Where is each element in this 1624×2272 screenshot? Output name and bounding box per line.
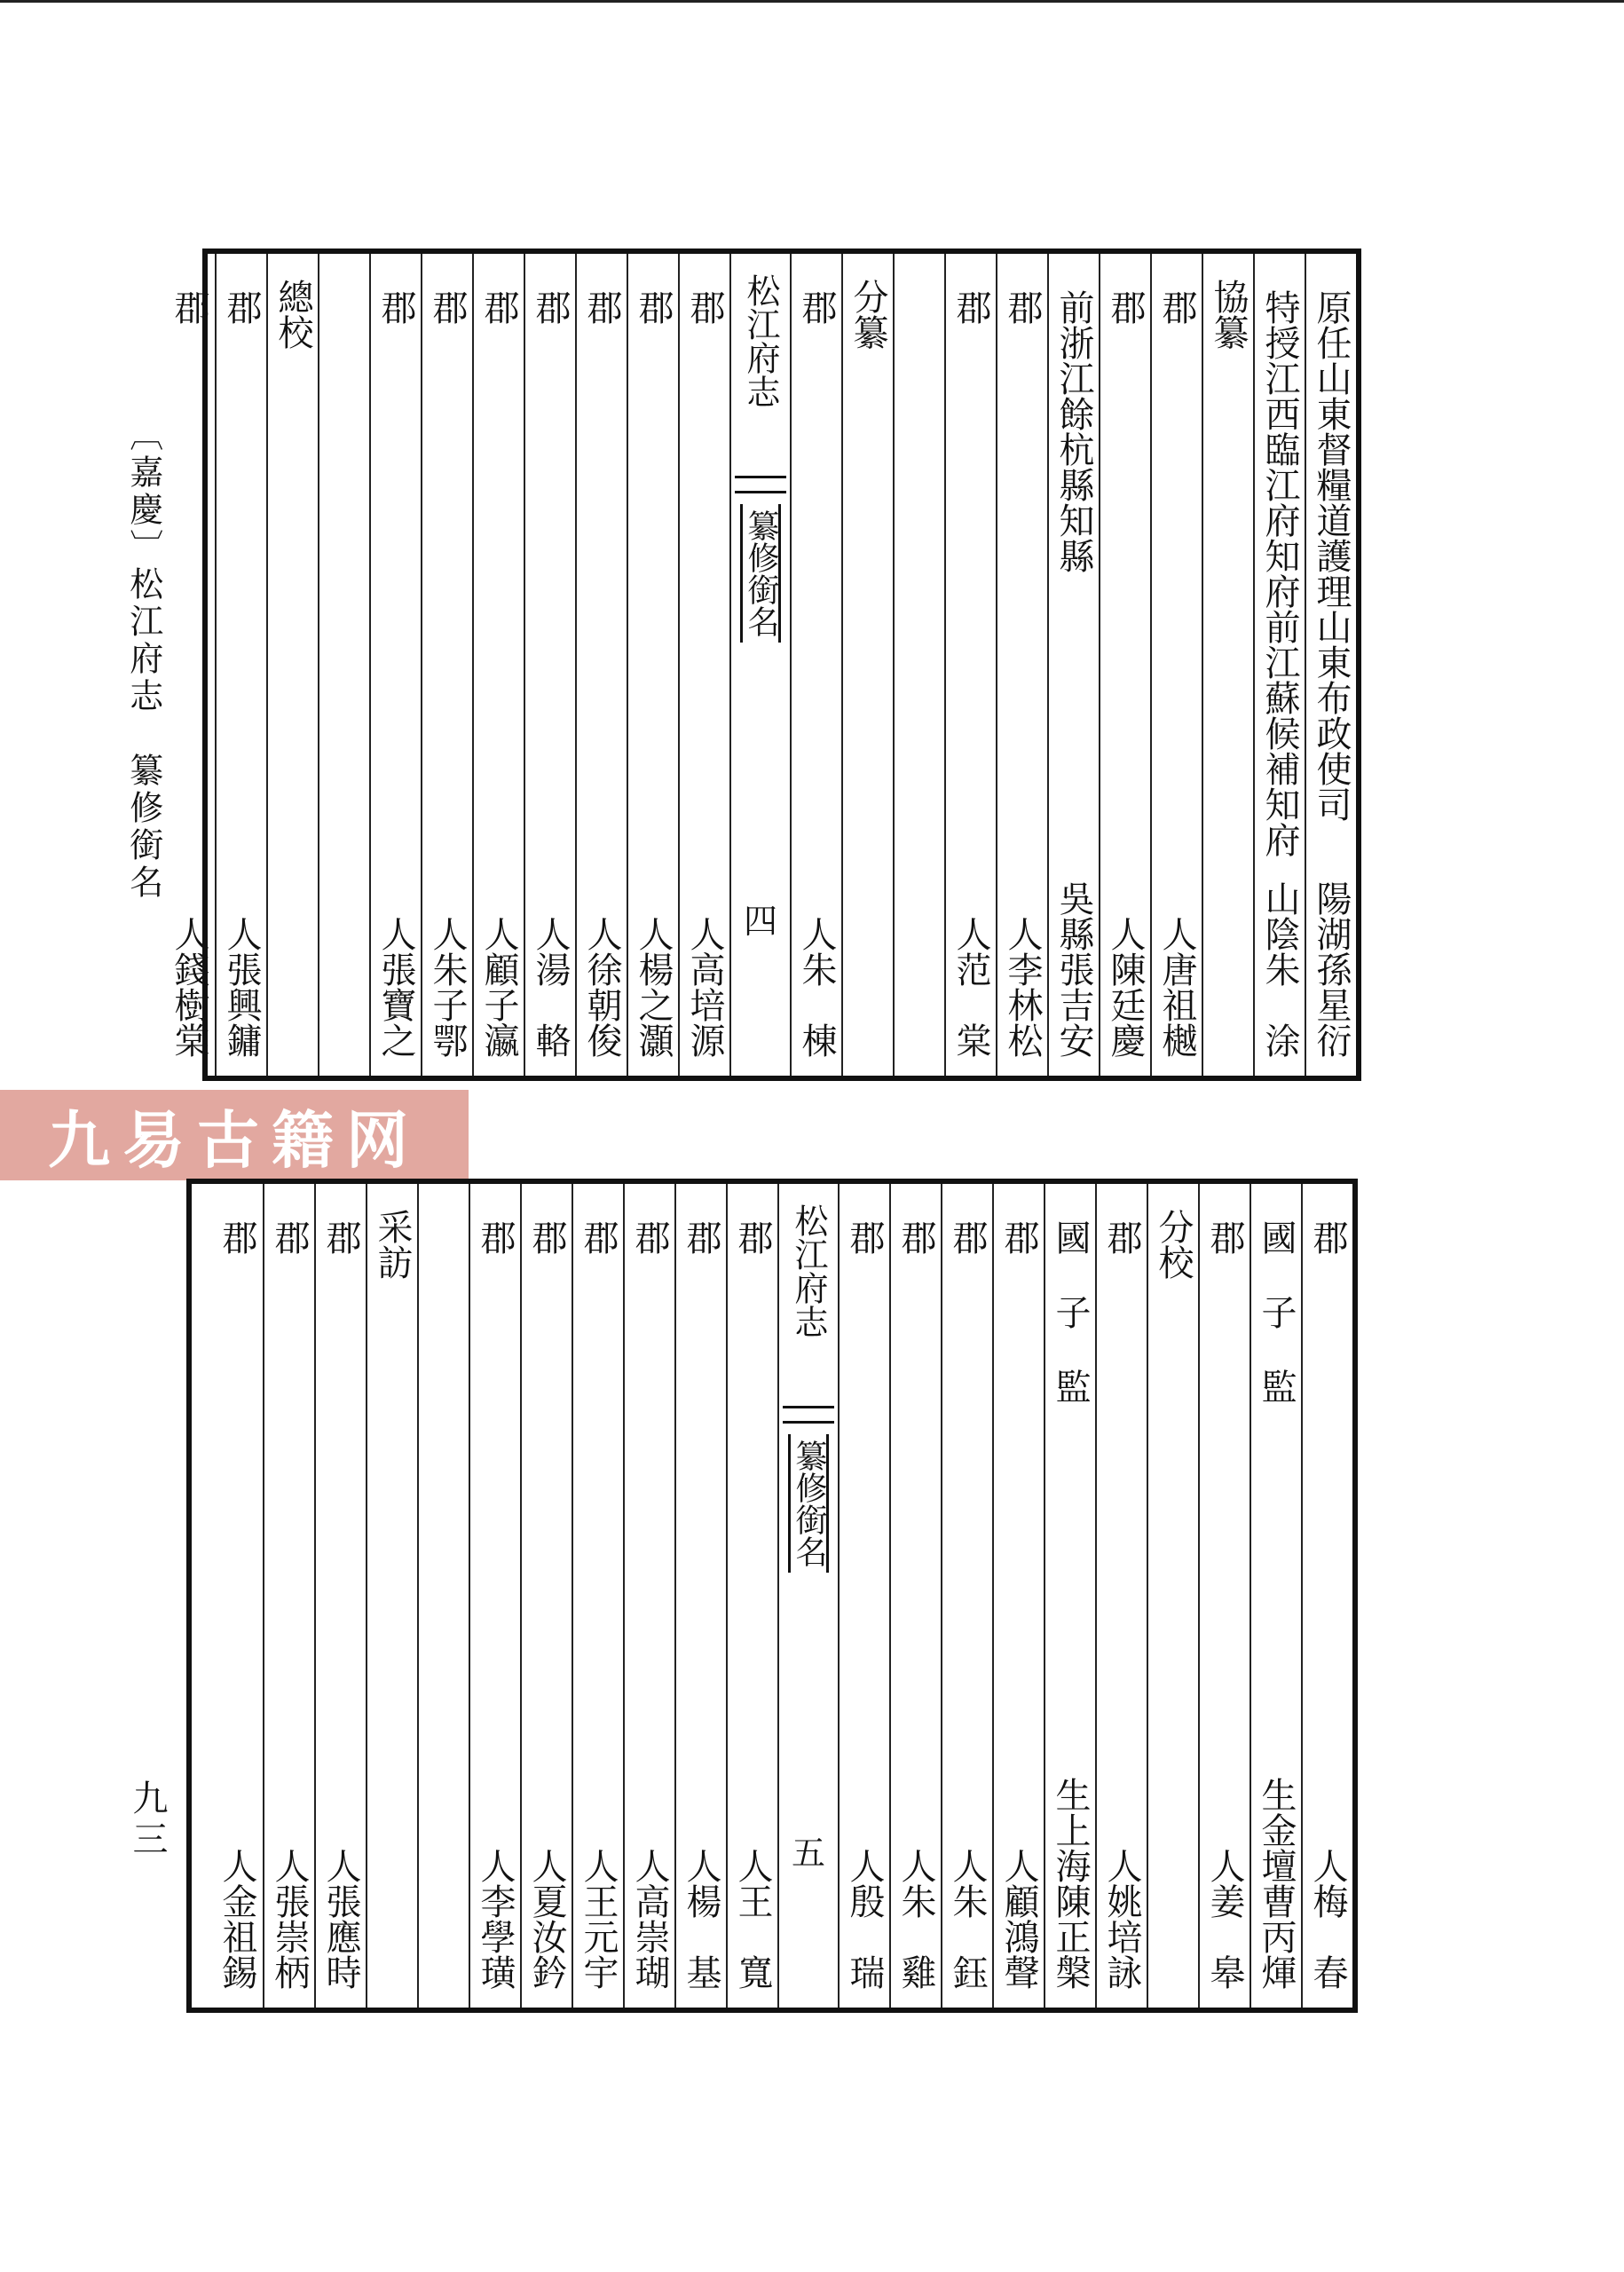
text-column bbox=[944, 254, 996, 1076]
section-title: 纂修銜名 bbox=[740, 504, 781, 643]
column-heading-text: 郡 bbox=[526, 1219, 567, 1255]
text-column bbox=[263, 1184, 314, 2008]
text-column bbox=[469, 1184, 520, 2008]
column-heading-text: 郡 bbox=[796, 289, 837, 325]
text-column bbox=[674, 1184, 726, 2008]
book-title: 〔嘉慶〕松江府志 纂修銜名 bbox=[123, 417, 163, 902]
text-column bbox=[1150, 254, 1202, 1076]
person-name-text: 人王 寬 bbox=[732, 1848, 773, 1990]
text-column bbox=[266, 254, 318, 1076]
person-name-text: 人徐朝俊 bbox=[581, 916, 622, 1058]
text-column bbox=[889, 1184, 941, 2008]
column-heading-text: 郡 bbox=[320, 1219, 361, 1255]
center-fold-column bbox=[729, 254, 790, 1076]
column-heading-text: 郡 bbox=[895, 1219, 936, 1255]
column-heading-text: 郡 bbox=[633, 289, 674, 325]
person-name-text: 人陳廷慶 bbox=[1105, 916, 1146, 1058]
column-heading-text: 郡 bbox=[684, 289, 725, 325]
leaf-number: 五 bbox=[791, 1834, 826, 1873]
person-name-text: 人夏汝鈐 bbox=[526, 1848, 567, 1990]
leaf-number: 四 bbox=[743, 902, 778, 941]
woodblock-page-upper bbox=[169, 248, 1361, 1081]
column-heading-text: 郡 bbox=[1204, 1219, 1245, 1255]
column-heading-text: 郡 bbox=[530, 289, 571, 325]
person-name-text: 人高崇瑚 bbox=[629, 1848, 670, 1990]
text-column bbox=[1198, 1184, 1250, 2008]
person-name-text: 山陰朱 涂 bbox=[1259, 880, 1300, 1058]
column-heading-text: 采訪 bbox=[372, 1209, 413, 1280]
person-name-text: 人李學璜 bbox=[475, 1848, 516, 1990]
column-heading-text: 郡 bbox=[950, 289, 991, 325]
column-heading-text: 郡 bbox=[427, 289, 468, 325]
text-column bbox=[623, 1184, 674, 2008]
text-column bbox=[1305, 254, 1356, 1076]
column-heading-text: 郡 bbox=[475, 1219, 516, 1255]
person-name-text: 人張應時 bbox=[320, 1848, 361, 1990]
text-column bbox=[417, 1184, 469, 2008]
column-heading-text: 國子監 bbox=[1256, 1219, 1297, 1443]
column-heading-text: 郡 bbox=[1101, 1219, 1142, 1255]
text-column bbox=[1044, 1184, 1095, 2008]
text-column bbox=[1250, 1184, 1301, 2008]
column-heading-text: 總校 bbox=[272, 279, 313, 350]
column-heading-text: 郡 bbox=[844, 1219, 885, 1255]
person-name-text: 人楊 基 bbox=[681, 1848, 721, 1990]
person-name-text: 生金壇曹丙煇 bbox=[1256, 1777, 1297, 1990]
page-number: 九三 bbox=[127, 1779, 168, 1861]
column-heading-text: 郡 bbox=[578, 1219, 619, 1255]
text-column bbox=[163, 254, 215, 1076]
column-heading-text: 前浙江餘杭縣知縣 bbox=[1053, 289, 1094, 573]
text-column bbox=[421, 254, 472, 1076]
text-column bbox=[726, 1184, 777, 2008]
top-border-line bbox=[0, 0, 1624, 3]
column-heading-text: 郡 bbox=[375, 289, 416, 325]
text-column bbox=[996, 254, 1047, 1076]
person-name-text: 人李林松 bbox=[1002, 916, 1043, 1058]
person-name-text: 人顧鴻聲 bbox=[998, 1848, 1039, 1990]
fish-tail-mark bbox=[735, 476, 786, 493]
person-name-text: 人錢樹棠 bbox=[169, 916, 209, 1058]
text-column bbox=[369, 254, 421, 1076]
column-heading-text: 郡 bbox=[629, 1219, 670, 1255]
text-column bbox=[572, 1184, 623, 2008]
text-column bbox=[790, 254, 841, 1076]
text-column bbox=[627, 254, 678, 1076]
person-name-text: 人朱 鈺 bbox=[947, 1848, 988, 1990]
fish-tail-mark bbox=[783, 1406, 834, 1424]
text-column bbox=[841, 254, 893, 1076]
column-heading-text: 郡 bbox=[269, 1219, 310, 1255]
text-column bbox=[520, 1184, 572, 2008]
person-name-text: 人朱 雞 bbox=[895, 1848, 936, 1990]
column-heading-text: 郡 bbox=[478, 289, 519, 325]
center-fold-column bbox=[777, 1184, 838, 2008]
person-name-text: 人殷 瑞 bbox=[844, 1848, 885, 1990]
person-name-text: 人朱 棟 bbox=[796, 916, 837, 1058]
text-column bbox=[893, 254, 944, 1076]
text-column bbox=[1202, 254, 1253, 1076]
column-heading-text: 分纂 bbox=[847, 279, 888, 350]
column-heading-text: 郡 bbox=[1156, 289, 1197, 325]
person-name-text: 人湯 輅 bbox=[530, 916, 571, 1058]
person-name-text: 人朱子鄂 bbox=[427, 916, 468, 1058]
column-heading-text: 郡 bbox=[732, 1219, 773, 1255]
column-heading-text: 郡 bbox=[681, 1219, 721, 1255]
person-name-text: 吳縣張吉安 bbox=[1053, 880, 1094, 1058]
watermark-logo: 九易古籍网 bbox=[0, 1090, 469, 1180]
text-column bbox=[318, 254, 369, 1076]
column-heading-text: 郡 bbox=[1002, 289, 1043, 325]
person-name-text: 人王元宇 bbox=[578, 1848, 619, 1990]
column-heading-text: 郡 bbox=[221, 289, 262, 325]
person-name-text: 人梅 春 bbox=[1307, 1848, 1348, 1990]
woodblock-page-lower bbox=[186, 1179, 1358, 2013]
column-heading-text: 郡 bbox=[169, 289, 209, 325]
column-heading-text: 國子監 bbox=[1050, 1219, 1091, 1443]
text-column bbox=[472, 254, 524, 1076]
text-column bbox=[211, 1184, 263, 2008]
person-name-text: 人金祖錫 bbox=[217, 1848, 257, 1990]
text-column bbox=[1095, 1184, 1147, 2008]
person-name-text: 人姜 皋 bbox=[1204, 1848, 1245, 1990]
text-column bbox=[678, 254, 729, 1076]
person-name-text: 人張寶之 bbox=[375, 916, 416, 1058]
text-column bbox=[1301, 1184, 1352, 2008]
person-name-text: 人唐祖樾 bbox=[1156, 916, 1197, 1058]
person-name-text: 人張崇柄 bbox=[269, 1848, 310, 1990]
text-column bbox=[314, 1184, 366, 2008]
text-column bbox=[992, 1184, 1044, 2008]
text-column bbox=[1253, 254, 1305, 1076]
person-name-text: 人楊之灝 bbox=[633, 916, 674, 1058]
person-name-text: 人范 棠 bbox=[950, 916, 991, 1058]
person-name-text: 生上海陳正槃 bbox=[1050, 1777, 1091, 1990]
text-column bbox=[575, 254, 627, 1076]
text-column bbox=[366, 1184, 417, 2008]
center-title: 松江府志 bbox=[789, 1203, 828, 1338]
text-column bbox=[1147, 1184, 1198, 2008]
center-title: 松江府志 bbox=[741, 273, 780, 408]
person-name-text: 人姚培詠 bbox=[1101, 1848, 1142, 1990]
text-column bbox=[1047, 254, 1099, 1076]
column-heading-text: 郡 bbox=[947, 1219, 988, 1255]
person-name-text: 陽湖孫星衍 bbox=[1311, 880, 1352, 1058]
column-heading-text: 協纂 bbox=[1208, 279, 1249, 350]
column-heading-text: 原任山東督糧道護理山東布政使司 bbox=[1311, 289, 1352, 822]
person-name-text: 人顧子瀛 bbox=[478, 916, 519, 1058]
column-heading-text: 特授江西臨江府知府前江蘇候補知府 bbox=[1259, 289, 1300, 857]
column-heading-text: 郡 bbox=[998, 1219, 1039, 1255]
column-heading-text: 郡 bbox=[581, 289, 622, 325]
section-title: 纂修銜名 bbox=[788, 1434, 829, 1573]
text-column bbox=[1099, 254, 1150, 1076]
text-column bbox=[215, 254, 266, 1076]
person-name-text: 人張興鏞 bbox=[221, 916, 262, 1058]
text-column bbox=[838, 1184, 889, 2008]
column-heading-text: 分校 bbox=[1153, 1209, 1194, 1280]
text-column bbox=[941, 1184, 992, 2008]
person-name-text: 人高培源 bbox=[684, 916, 725, 1058]
column-heading-text: 郡 bbox=[1105, 289, 1146, 325]
column-heading-text: 郡 bbox=[217, 1219, 257, 1255]
column-heading-text: 郡 bbox=[1307, 1219, 1348, 1255]
text-column bbox=[524, 254, 575, 1076]
